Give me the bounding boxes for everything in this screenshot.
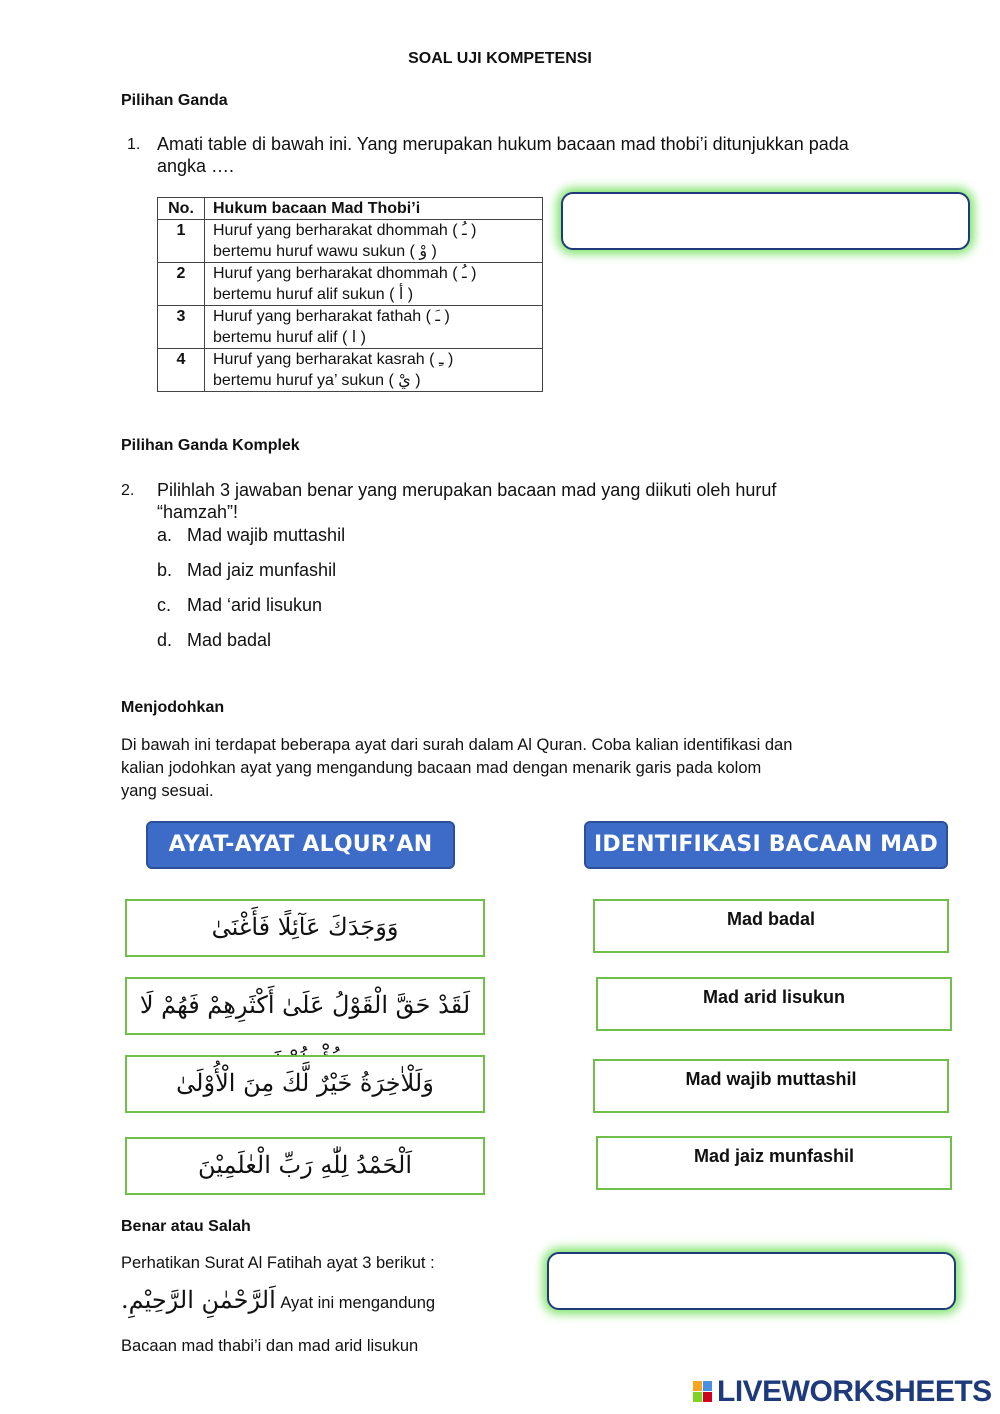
table-cell-desc: Huruf yang berharakat dhommah ( ـُ ) bertemu huruf wawu sukun ( وْ ): [205, 220, 543, 263]
table-header-hukum: Hukum bacaan Mad Thobi’i: [205, 198, 543, 220]
mad-label-item[interactable]: Mad arid lisukun: [596, 977, 952, 1031]
benar-salah-instruction: Perhatikan Surat Al Fatihah ayat 3 berikut :: [121, 1254, 435, 1272]
mad-thobii-table: [157, 197, 543, 392]
table-cell-desc: Huruf yang berharakat fathah ( ـَ ) bertemu huruf alif ( ا ): [205, 306, 543, 349]
table-row: [158, 306, 543, 349]
question-2-text: [157, 479, 776, 523]
answer-input-question-1[interactable]: [561, 192, 970, 250]
ayat-item[interactable]: اَلْحَمْدُ لِلّٰهِ رَبِّ الْعٰلَمِيْنَ: [125, 1137, 485, 1195]
ayat-column-header: AYAT-AYAT ALQUR’AN: [146, 821, 455, 869]
table-cell-desc: Huruf yang berharakat dhommah ( ـُ ) bertemu huruf alif sukun ( أ ): [205, 263, 543, 306]
identifikasi-column-header: IDENTIFIKASI BACAAN MAD: [584, 821, 948, 869]
table-header-row: [158, 198, 543, 220]
section-heading-pilihan-ganda: Pilihan Ganda: [121, 92, 228, 109]
ayat-item[interactable]: وَوَجَدَكَ عَآئِلًا فَأَغْنَىٰ: [125, 899, 485, 957]
table-row: [158, 349, 543, 392]
benar-salah-statement: [121, 1286, 435, 1314]
benar-salah-claim: Bacaan mad thabi’i dan mad arid lisukun: [121, 1337, 419, 1355]
section-heading-benar-salah: Benar atau Salah: [121, 1218, 251, 1235]
statement-suffix: Ayat ini mengandung: [280, 1294, 436, 1312]
section-heading-menjodohkan: Menjodohkan: [121, 699, 225, 716]
option-a[interactable]: a. Mad wajib muttashil: [157, 525, 346, 545]
answer-input-benar-salah[interactable]: [547, 1252, 956, 1310]
section-heading-pilihan-ganda-komplek: Pilihan Ganda Komplek: [121, 437, 300, 454]
liveworksheets-logo: [693, 1375, 992, 1409]
matching-instructions: Di bawah ini terdapat beberapa ayat dari surah dalam Al Quran. Coba kalian identifikasi dan kalian jodohkan ayat yang mengandung bacaan mad dengan menarik garis pada kolom yang sesuai.: [121, 736, 793, 800]
ayat-item[interactable]: لَقَدْ حَقَّ الْقَوْلُ عَلَىٰ أَكْثَرِهِمْ فَهُمْ لَا: [125, 977, 485, 1035]
table-cell-desc: Huruf yang berharakat kasrah ( ـِ ) bertemu huruf ya’ sukun ( يْ ): [205, 349, 543, 392]
table-cell-no: 3: [158, 306, 205, 349]
table-cell-no: 2: [158, 263, 205, 306]
table-row: [158, 263, 543, 306]
table-header-no: No.: [158, 198, 205, 220]
question-1-number: 1.: [127, 136, 141, 153]
option-c[interactable]: c. Mad ‘arid lisukun: [157, 595, 323, 615]
question-2-line1: Pilihlah 3 jawaban benar yang merupakan bacaan mad yang diikuti oleh huruf: [157, 480, 777, 500]
fatihah-ayat-3: اَلرَّحْمٰنِ الرَّحِيْمِ.: [121, 1286, 276, 1314]
option-b[interactable]: b. Mad jaiz munfashil: [157, 560, 337, 580]
question-1-line2: angka ….: [157, 156, 235, 176]
table-cell-no: 4: [158, 349, 205, 392]
question-1-line1: Amati table di bawah ini. Yang merupakan hukum bacaan mad thobi’i ditunjukkan pada: [157, 134, 849, 154]
mad-label-item[interactable]: Mad badal: [593, 899, 949, 953]
brand-text: LIVEWORKSHEETS: [717, 1375, 992, 1408]
mad-label-item[interactable]: Mad wajib muttashil: [593, 1059, 949, 1113]
question-1-text: [157, 133, 849, 177]
question-2-number: 2.: [121, 482, 135, 499]
question-2-line2: “hamzah”!: [157, 502, 239, 522]
ayat-item[interactable]: وَلَلْاٰخِرَةُ خَيْرٌ لَّكَ مِنَ الْأُوْلَىٰ: [125, 1055, 485, 1113]
page-title: SOAL UJI KOMPETENSI: [408, 50, 592, 67]
table-row: [158, 220, 543, 263]
mad-label-item[interactable]: Mad jaiz munfashil: [596, 1136, 952, 1190]
liveworksheets-icon: [693, 1381, 713, 1403]
option-d[interactable]: d. Mad badal: [157, 630, 272, 650]
table-cell-no: 1: [158, 220, 205, 263]
